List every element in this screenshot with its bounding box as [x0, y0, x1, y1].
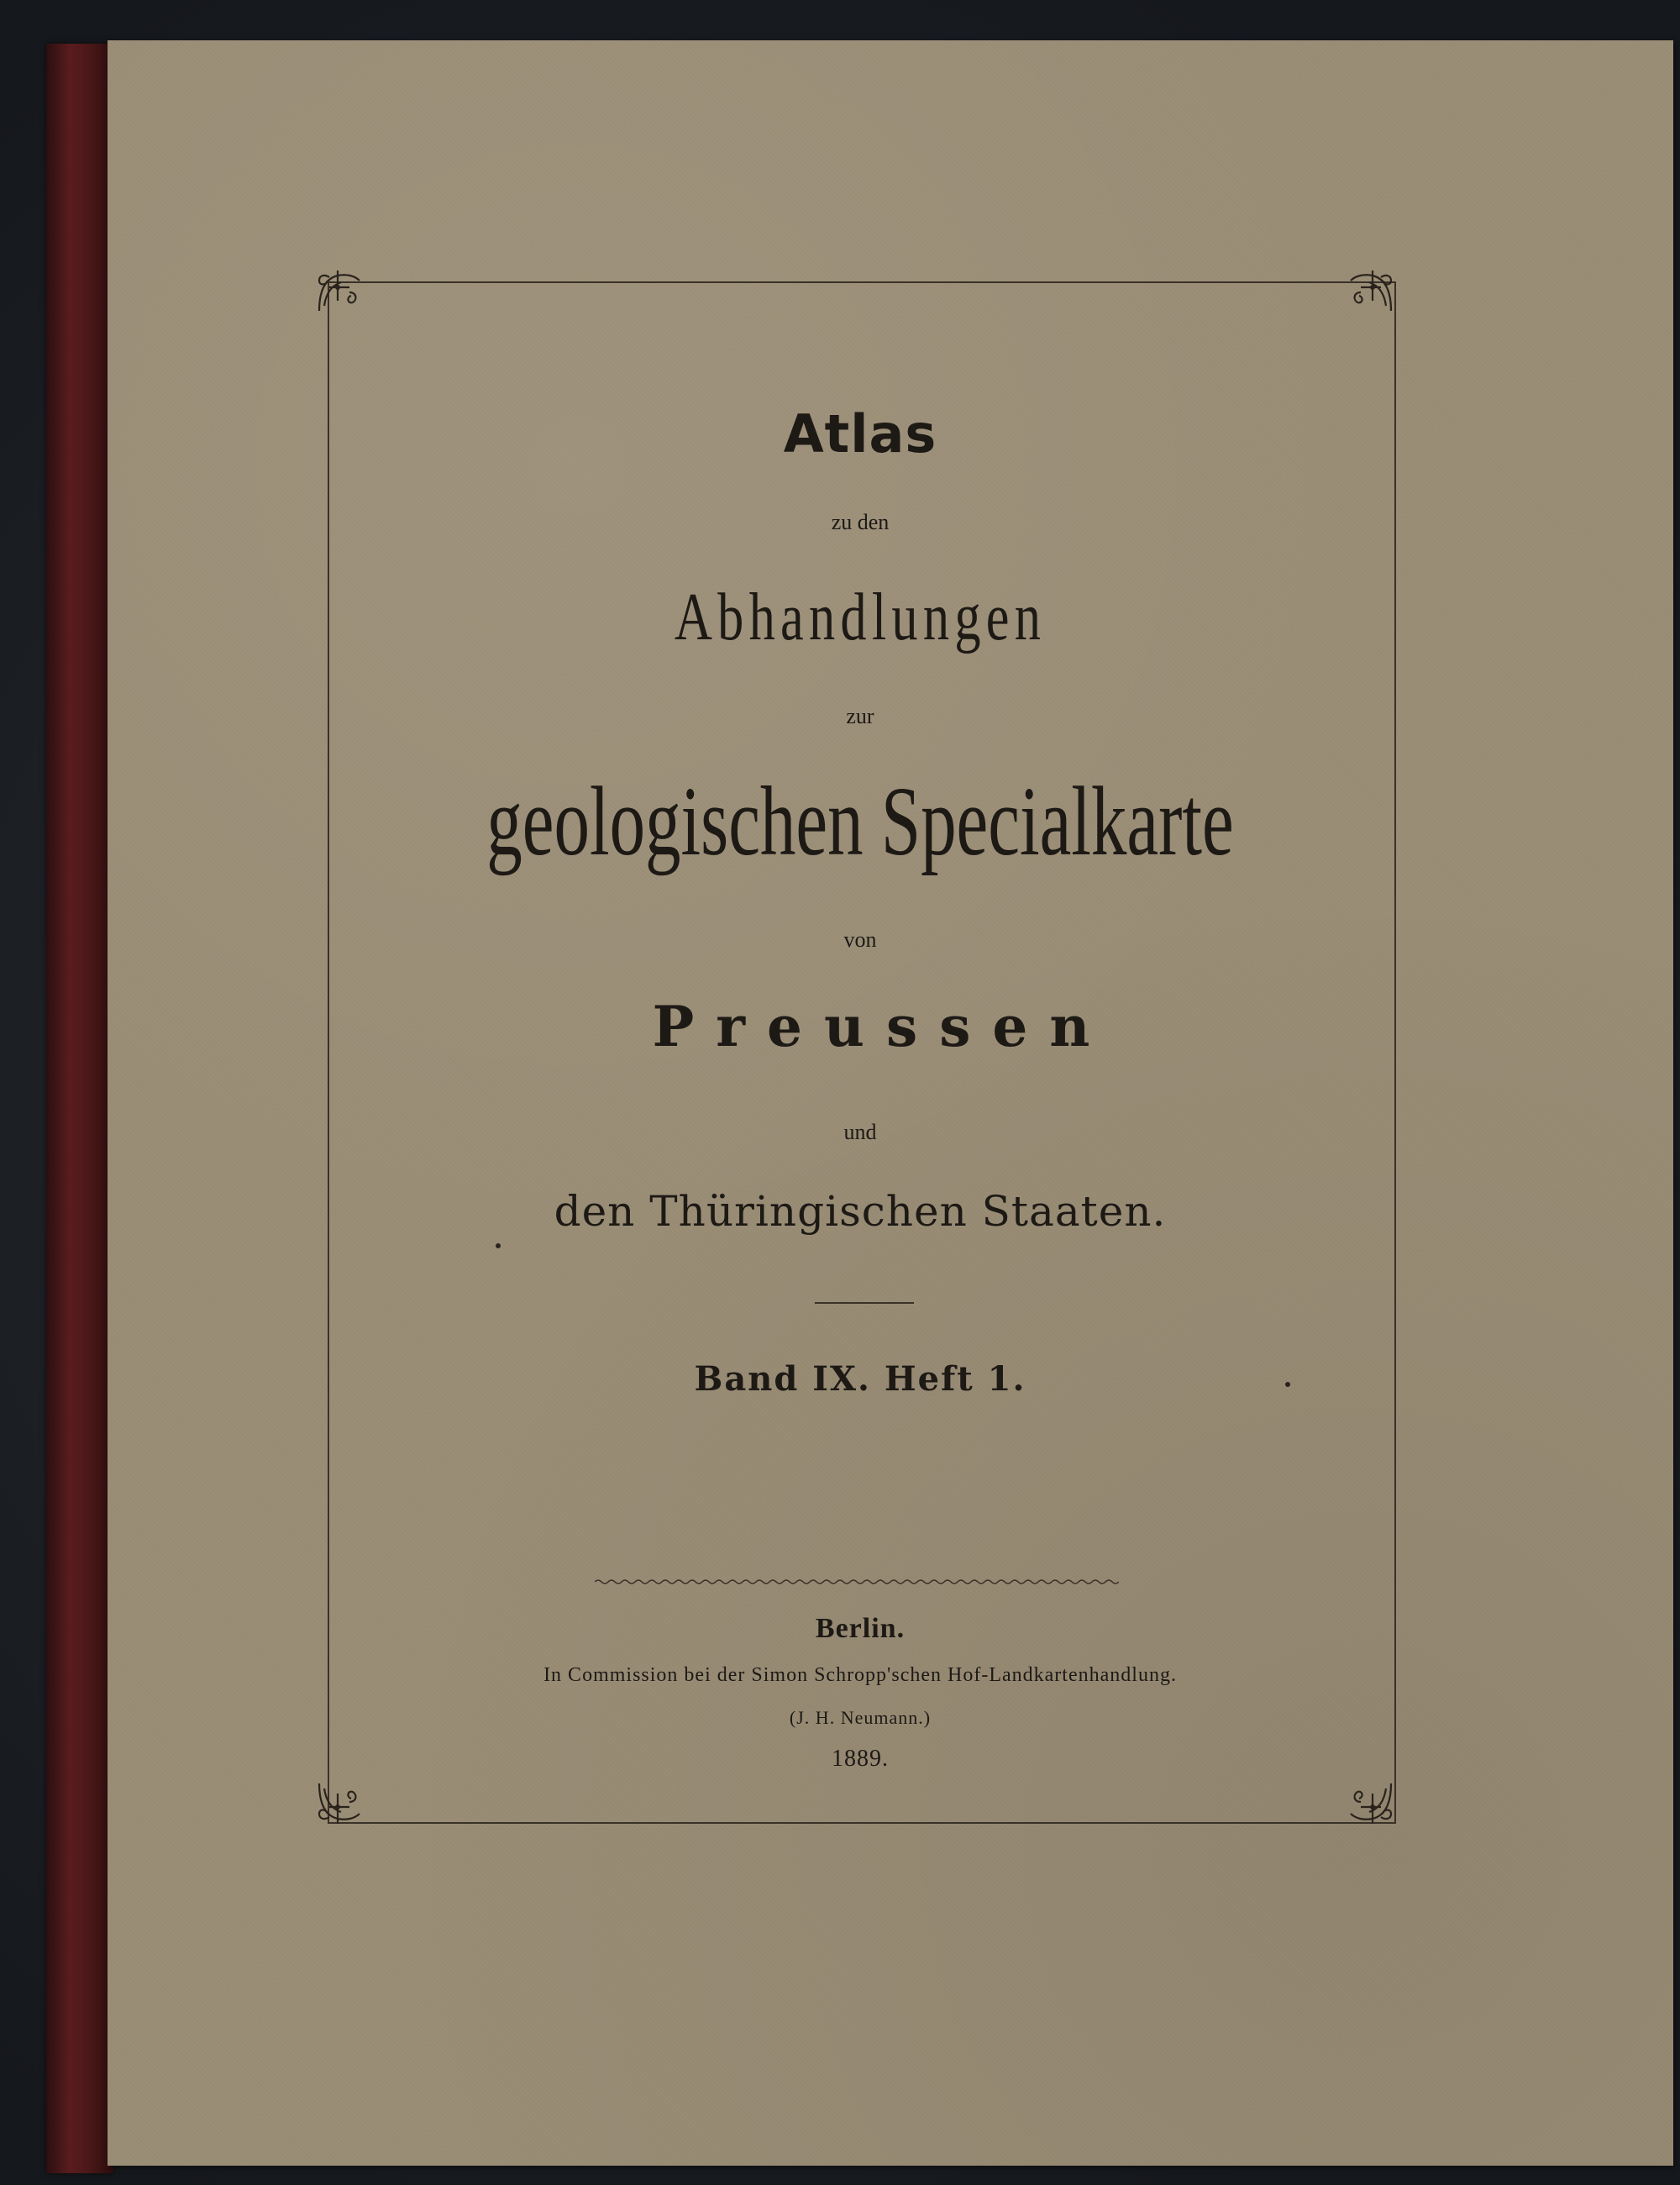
corner-ornament-icon	[312, 267, 363, 318]
corner-ornament-icon	[1347, 1777, 1398, 1827]
connector-von: von	[843, 927, 877, 952]
corner-ornament-icon	[1347, 267, 1398, 318]
corner-ornament-svg	[312, 267, 363, 318]
paper-speck	[496, 1243, 501, 1248]
imprint-city: Berlin.	[815, 1613, 906, 1644]
corner-ornament-svg	[1347, 267, 1398, 318]
imprint-year: 1889.	[832, 1746, 889, 1772]
corner-ornament-svg	[1347, 1777, 1398, 1827]
title-preussen: Preussen	[652, 994, 1112, 1059]
wavy-divider	[595, 1578, 1119, 1586]
title-abhandlungen: Abhandlungen	[674, 580, 1047, 654]
connector-zu-den: zu den	[831, 510, 890, 534]
title-specialkarte: geologischen Specialkarte	[486, 766, 1234, 876]
divider-rule	[815, 1302, 914, 1304]
connector-und: und	[843, 1120, 877, 1144]
book-spine	[46, 44, 113, 2173]
imprint-publisher: (J. H. Neumann.)	[789, 1707, 932, 1728]
corner-ornament-svg	[312, 1777, 363, 1827]
corner-ornament-icon	[312, 1777, 363, 1827]
connector-zur: zur	[846, 704, 874, 728]
title-atlas: Atlas	[783, 403, 937, 465]
wavy-divider-svg	[595, 1578, 1119, 1586]
volume-label: Band IX. Heft 1.	[694, 1359, 1026, 1399]
paper-speck	[1285, 1382, 1290, 1387]
imprint-commission: In Commission bei der Simon Schropp'schen Hof-Landkartenhandlung.	[543, 1664, 1177, 1686]
title-staaten: den Thüringischen Staaten.	[554, 1187, 1167, 1236]
